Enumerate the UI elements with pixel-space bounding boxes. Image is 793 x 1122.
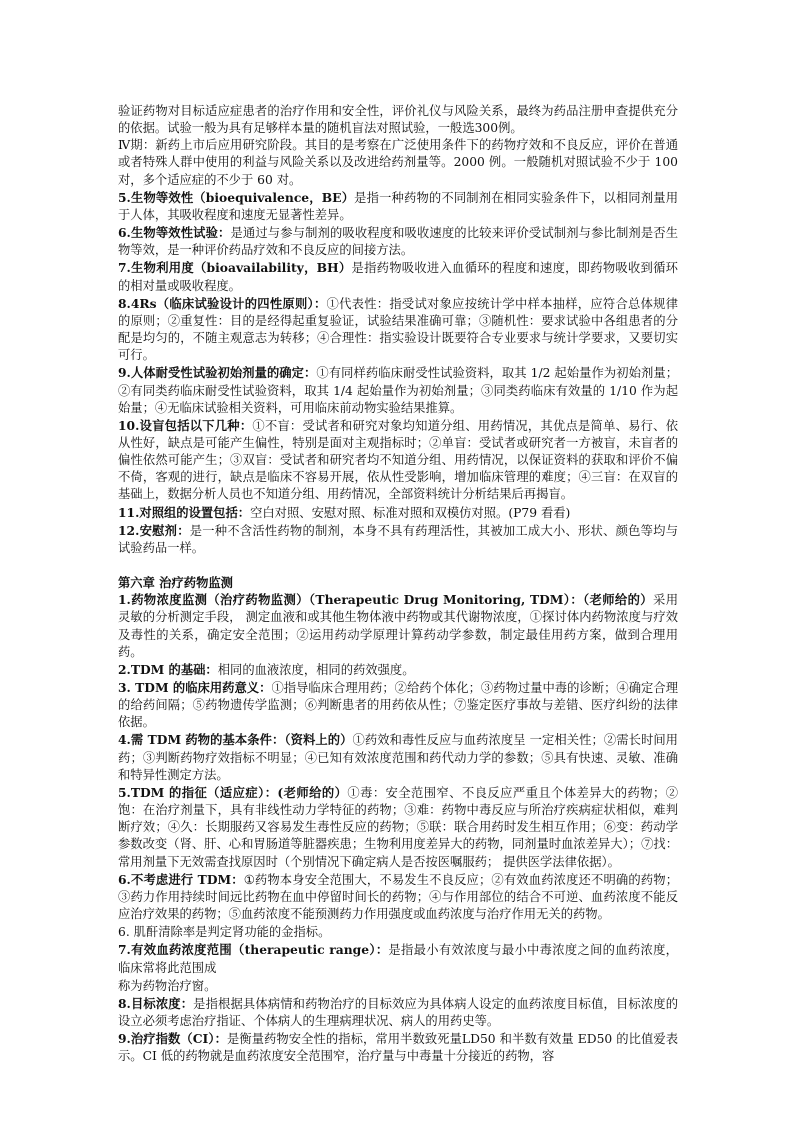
item-control-group: [118, 504, 678, 522]
item-label: 1.药物浓度监测（治疗药物监测）（Therapeutic Drug Monitoring, TDM）：（老师给的）: [118, 592, 653, 608]
item-text: ①有同样药临床耐受性试验资料，取其 1/2 起始量作为初始剂量；②有同类药临床耐受性试验资料，取其 1/4 起始量作为初始剂量；③同类药临床有效量的 1/10 作为起始量；④无临床试验相关资料，可用临床前动物实验结果推算。: [118, 366, 679, 415]
item-tdm-significance: [118, 679, 678, 731]
item-tdm-basis: [118, 661, 678, 679]
item-text: 是指根据具体病情和药物治疗的目标效应为具体病人设定的血药浓度目标值，目标浓度的设立必须考虑治疗指证、个体病人的生理病理状况、病人的用药史等。: [118, 996, 678, 1028]
item-label: 6.生物等效性试验：: [118, 225, 231, 241]
item-label: 8.目标浓度：: [118, 995, 194, 1011]
item-text: 是衡量药物安全性的指标，常用半数致死量LD50 和半数有效量 ED50 的比值爱表示。CI 低的药物就是血药浓度安全范围窄，治疗量与中毒量十分接近的药物，容: [118, 1032, 678, 1064]
item-therapeutic-window: [118, 977, 678, 995]
item-text: ①毒：安全范围窄、不良反应严重且个体差异大的药物；②饱：在治疗剂量下，具有非线性动力学特征的药物；③难：药物中毒反应与所治疗疾病症状相似，难判断疗效；④久：长期服药又容易发生毒性反应的药物；⑤联：联合用药时发生相互作用；⑥变：药动学参数改变（肾、肝、心和胃肠道等脏器疾患；生物利用度差异大的药物，同剂量时血浓差异大）；⑦找： 常用剂量下无效需查找原因时（个别情况下确定病人是否按医嘱服药； 提供医学法律依据）。: [118, 785, 678, 869]
item-label: 9.治疗指数（CI）：: [118, 1031, 227, 1047]
item-target-concentration: [118, 995, 678, 1030]
item-label: 12.安慰剂：: [118, 522, 190, 538]
item-label: 6.不考虑进行 TDM：: [118, 871, 244, 887]
item-placebo: [118, 522, 678, 557]
item-label: 4.需 TDM 药物的基本条件：（资料上的）: [118, 732, 353, 748]
item-text: ①代表性：指受试对象应按统计学中样本抽样，应符合总体规律的原则；②重复性：目的是经得起重复验证，试验结果准确可靠；③随机性：要求试验中各组患者的分配是均匀的，不随主观意志为转移；④合理性：指实验设计既要符合专业要求与统计学要求，又要切实可行。: [118, 296, 678, 363]
item-bioequivalence: [118, 189, 678, 224]
item-label: 7.生物利用度（bioavailability，BH）: [118, 260, 352, 276]
document-body: [118, 103, 678, 1065]
item-text: ①指导临床合理用药；②给药个体化；③药物过量中毒的诊断；④确定合理的给药间隔；⑤药物遗传学监测；⑥判断患者的用药依从性；⑦鉴定医疗事故与差错、医疗纠纷的法律依据。: [118, 681, 678, 730]
item-label: 5.生物等效性（bioequivalence，BE）: [118, 189, 355, 205]
item-label: 8.4Rs（临床试验设计的四性原则）：: [118, 295, 327, 311]
item-label: 11.对照组的设置包括：: [118, 504, 251, 520]
item-text: 称为药物治疗窗。: [118, 978, 217, 993]
item-label: 9.人体耐受性试验初始剂量的确定：: [118, 365, 317, 381]
item-4rs: [118, 295, 678, 365]
item-therapeutic-index: [118, 1030, 678, 1065]
chapter-heading: 第六章 治疗药物监测: [118, 575, 233, 591]
item-label: 10.设盲包括以下几种：: [118, 417, 253, 433]
item-tdm-definition: [118, 591, 678, 661]
item-blinding: [118, 417, 678, 504]
item-creatinine: [118, 923, 678, 941]
item-tdm-conditions: [118, 731, 678, 783]
item-text: 是指最小有效浓度与最小中毒浓度之间的血药浓度，临床常将此范围成: [118, 943, 678, 975]
item-text: 空白对照、安慰对照、标准对照和双模仿对照。(P79 看看): [250, 505, 571, 520]
item-text: 是通过与参与制剂的吸收程度和吸收速度的比较来评价受试制剂与参比制剂是否生物等效，是一种评价药品疗效和不良反应的间接方法。: [118, 226, 678, 258]
item-therapeutic-range: [118, 941, 678, 976]
paragraph-phase3: 验证药物对目标适应症患者的治疗作用和安全性，评价礼仪与风险关系，最终为药品注册申查提供充分的依据。试验一般为具有足够样本量的随机盲法对照试验，一般选300例。: [118, 104, 678, 136]
item-text: 6. 肌酐清除率是判定肾功能的金指标。: [118, 925, 331, 940]
item-no-tdm: [118, 871, 678, 923]
item-tdm-indications: [118, 784, 678, 871]
item-text: ①不盲：受试者和研究对象均知道分组、用药情况，其优点是简单、易行、依从性好，缺点是可能产生偏性，特别是面对主观指标时；②单盲：受试者或研究者一方被盲，未盲者的偏性依然可能产生；③双盲：受试者和研究者均不知道分组、用药情况，以保证资料的获取和评价不偏不倚，客观的进行，缺点是临床不容易开展，依从性受影响，增加临床管理的难度；④三盲：在双盲的基础上，数据分析人员也不知道分组、用药情况，全部资料统计分析结果后再揭盲。: [118, 418, 678, 502]
item-be-test: [118, 224, 678, 259]
item-text: 相同的血液浓度，相同的药效强度。: [217, 662, 415, 677]
paragraph-phase4: Ⅳ期：新药上市后应用研究阶段。其目的是考察在广泛使用条件下的药物疗效和不良反应，评价在普通或者特殊人群中使用的利益与风险关系以及改进给药剂量等。2000 例。一般随机对照试验不少于 100 对，多个适应症的不少于 60 对。: [118, 138, 678, 187]
item-label: 3. TDM 的临床用药意义：: [118, 680, 272, 695]
item-label: 7.有效血药浓度范围（therapeutic range）：: [118, 942, 389, 958]
item-text: 是指药物吸收进入血循环的程度和速度，即药物吸收到循环的相对量或吸收程度。: [118, 261, 678, 293]
item-text: ①药物本身安全范围大，不易发生不良反应；②有效血药浓度还不明确的药物；③药力作用持续时间远比药物在血中停留时间长的药物；④与作用部位的结合不可逆、血药浓度不能反应治疗效果的药物；⑤血药浓度不能预测药力作用强度或血药浓度与治疗作用无关的药物。: [118, 872, 678, 922]
item-label: 5.TDM 的指征（适应症）：(老师给的）: [118, 784, 348, 800]
section-gap: [118, 557, 678, 574]
item-text: 是一种不含活性药物的制剂，本身不具有药理活性，其被加工成大小、形状、颜色等均与试验药品一样。: [118, 523, 678, 555]
item-text: 采用灵敏的分析测定手段， 测定血液和或其他生物体液中药物或其代谢物浓度，①探讨体内药物浓度与疗效及毒性的关系，确定安全范围；②运用药动学原理计算药动学参数，制定最佳用药方案，做到合理用药。: [118, 593, 678, 659]
item-bioavailability: [118, 259, 678, 294]
item-text: 是指一种药物的不同制剂在相同实验条件下，以相同剂量用于人体，其吸收程度和速度无显著性差异。: [118, 190, 678, 222]
item-initial-dose: [118, 364, 678, 416]
item-text: ①药效和毒性反应与血药浓度呈 一定相关性；②需长时间用药；③判断药物疗效指标不明显；④已知有效浓度范围和药代动力学的参数；⑤具有快速、灵敏、准确和特异性测定方法。: [118, 733, 678, 782]
item-label: 2.TDM 的基础：: [118, 661, 218, 677]
